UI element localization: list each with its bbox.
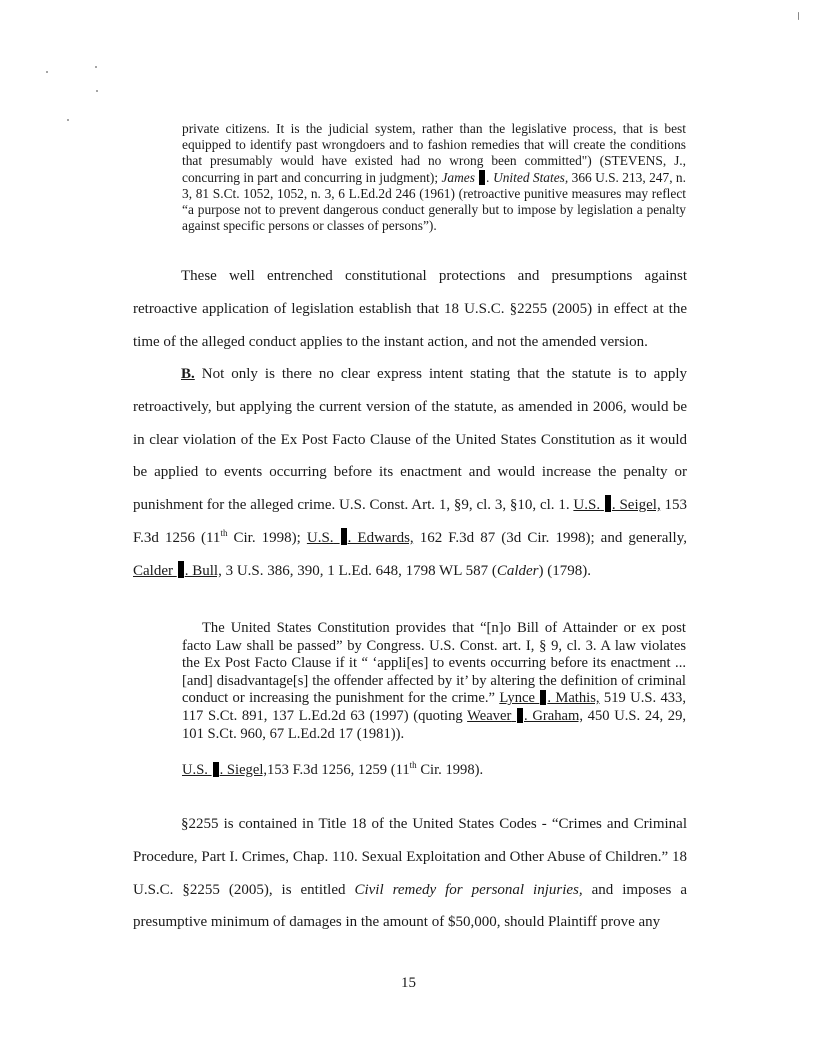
case-citation: U.S. . Edwards, [306, 529, 414, 546]
scan-speck [95, 66, 97, 68]
scan-speck [67, 119, 69, 121]
block-quote-citation: U.S. . Siegel,153 F.3d 1256, 1259 (11th Cir. 1998). [182, 760, 484, 778]
scan-speck [798, 12, 799, 20]
redaction-bar [517, 708, 523, 723]
redaction-bar [213, 762, 219, 777]
case-citation: Lynce . Mathis, [499, 690, 600, 707]
scan-speck [46, 71, 48, 73]
paragraph-2: B. Not only is there no clear express intent stating that the statute is to apply retroactively, but applying the current version of the statute, as amended in 2006, would be in clear violation of the Ex Post Facto Clause of the United States Constitution as it would be applied to events occurring before its enactment and would increase the penalty or punishment for the alleged crime. U.S. Const. Art. 1, §9, cl. 3, §10, cl. 1. U.S. . Seigel, 153 F.3d 1256 (11th Cir. 1998); U.S. . Edwards, 162 F.3d 87 (3d Cir. 1998); and generally, Calder . Bull, 3 U.S. 386, 390, 1 L.Ed. 648, 1798 WL 587 (Calder) (1798). [133, 366, 688, 579]
case-name: James [441, 169, 475, 185]
block-quote-2: The United States Constitution provides that “[n]o Bill of Attainder or ex post facto Law shall be passed” by Congress. U.S. Const. art. I, § 9, cl. 3. A law violates the Ex Post Facto Clause if it “ ‘appli[es] to events occurring before its enactment ... [and] disadvantage[s] the offender affected by it’ by altering the definition of criminal conduct or increasing the punishment for the crime.” Lynce . Mathis, 519 U.S. 433, 117 S.Ct. 891, 137 L.Ed.2d 63 (1997) (quoting Weaver . Graham, 450 U.S. 24, 29, 101 S.Ct. 960, 67 L.Ed.2d 17 (1981)). [182, 620, 687, 742]
statute-title: Civil remedy for personal injuries, [354, 881, 583, 898]
case-citation: U.S. . Seigel, [573, 497, 661, 514]
case-citation: Calder . Bull, [133, 562, 222, 579]
block-quote-1: private citizens. It is the judicial system, rather than the legislative process, that is best equipped to identify past wrongdoers and to fashion remedies that will create the conditions that presumably would have existed had no wrong been committed") (STEVENS, J., concurring in part and concurring in judgment); James . United States, 366 U.S. 213, 247, n. 3, 81 S.Ct. 1052, 1052, n. 3, 6 L.Ed.2d 246 (1961) (retroactive punitive measures may reflect “a purpose not to prevent dangerous conduct generally but to impose by legislation a penalty against specific persons or classes of persons”). [182, 121, 686, 234]
redaction-bar [479, 170, 485, 185]
paragraph-3: §2255 is contained in Title 18 of the United States Codes - “Crimes and Criminal Procedure, Part I. Crimes, Chap. 110. Sexual Exploitation and Other Abuse of Children.” 18 U.S.C. §2255 (2005), is entitled Civil remedy for personal injuries, and imposes a presumptive minimum of damages in the amount of $50,000, should Plaintiff prove any [133, 816, 687, 931]
page-number: 15 [401, 975, 416, 991]
scan-speck [96, 90, 98, 92]
redaction-bar [605, 495, 611, 512]
redaction-bar [178, 561, 184, 578]
section-heading: B. [181, 366, 195, 382]
case-name: . United States, [486, 169, 569, 185]
redaction-bar [341, 528, 347, 545]
case-citation: Weaver . Graham, [467, 707, 583, 724]
redaction-bar [540, 690, 546, 705]
case-citation: U.S. . Siegel, [182, 762, 268, 778]
paragraph-1: These well entrenched constitutional protections and presumptions against retroactive application of legislation establish that 18 U.S.C. §2255 (2005) in effect at the time of the alleged conduct applies to the instant action, and not the amended version. [133, 268, 687, 350]
